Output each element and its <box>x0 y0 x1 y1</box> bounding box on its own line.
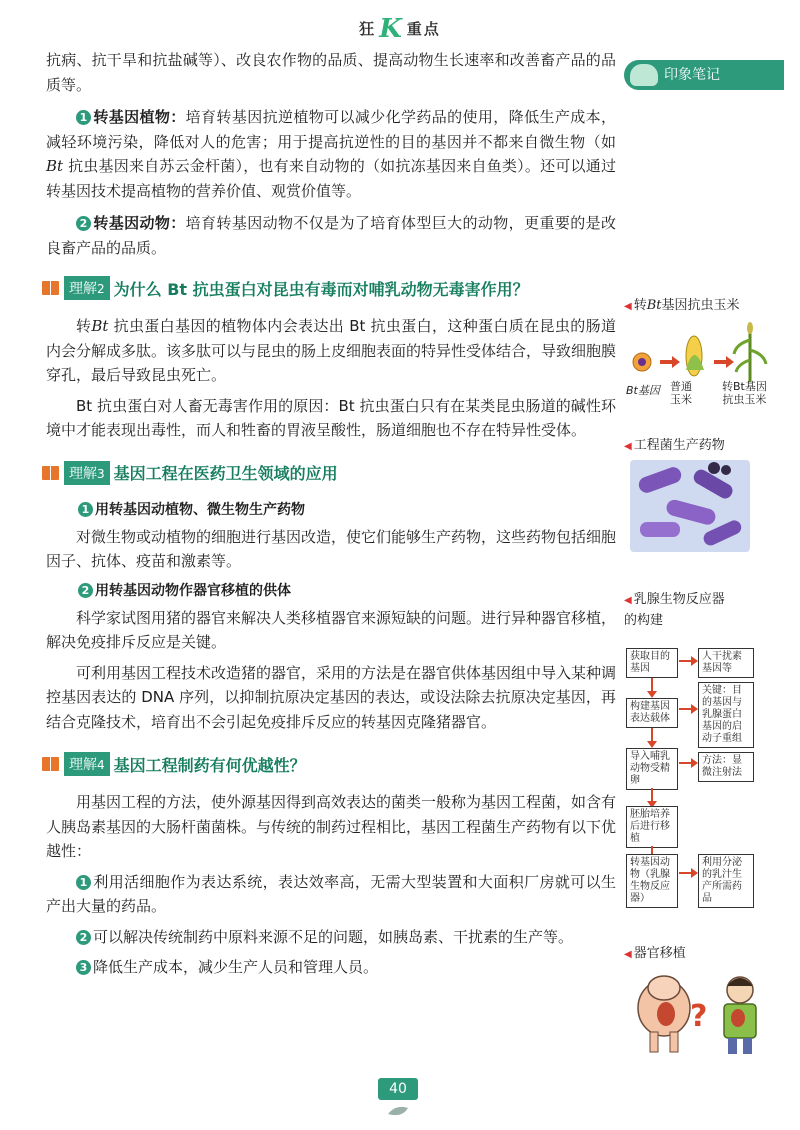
arrow-right <box>679 660 691 662</box>
caption-mammary-bioreactor: ◀ 乳腺生物反应器 的构建 <box>624 592 725 628</box>
arrow-right <box>679 762 691 764</box>
sec2-para-1: 转Bt 抗虫蛋白基因的植物体内会表达出 Bt 抗虫蛋白，这种蛋白质在昆虫的肠道内会分解成多肽。该多肽可以与昆虫的肠上皮细胞表面的特异性受体结合，导致细胞膜穿孔，最后导致昆虫死亡。 <box>46 317 617 384</box>
triangle-icon: ◀ <box>624 441 632 452</box>
main-content <box>46 48 616 980</box>
section-title: 基因工程在医药卫生领域的应用 <box>113 464 338 483</box>
elephant-icon <box>630 64 658 86</box>
flow-note-2: 关键：目的基因与乳腺蛋白基因的启动子重组 <box>698 682 754 748</box>
bacteria-photo <box>630 460 750 552</box>
bioreactor-flowchart <box>626 640 786 910</box>
num-badge: 2 <box>76 216 91 231</box>
note-tab: 印象笔记 <box>624 60 784 90</box>
num-badge: 1 <box>76 110 91 125</box>
sec4-item-1: 1 利用活细胞作为表达系统，表达效率高，无需大型装置和大面积厂房就可以生产出大量的药品。 <box>46 872 616 915</box>
flow-note-5: 利用分泌的乳汁生产所需药品 <box>698 854 754 908</box>
flow-step-3: 导入哺乳动物受精卵 <box>626 748 678 790</box>
section-4-heading <box>42 752 616 776</box>
arrow-down <box>651 678 653 692</box>
section-title: 为什么 Bt 抗虫蛋白对昆虫有毒而对哺乳动物无毒害作用？ <box>113 279 529 299</box>
arrow-right <box>679 708 691 710</box>
svg-text:?: ? <box>690 999 708 1034</box>
intro-continuation: 抗病、抗干旱和抗盐碱等）、改良农作物的品质、提高动物生长速率和改善畜产品的品质等。 <box>46 51 616 94</box>
page-number: 40 <box>378 1078 418 1100</box>
sec4-item-3: 3 降低生产成本，减少生产人员和管理人员。 <box>46 955 616 980</box>
book-icon <box>42 755 60 773</box>
triangle-icon: ◀ <box>624 595 632 606</box>
flow-step-4: 胚胎培养后进行移植 <box>626 806 678 848</box>
sec3-subheading-2: 2 用转基因动物作器官移植的供体 <box>78 580 616 602</box>
num-badge: 2 <box>78 583 93 598</box>
section-badge: 理解2 <box>64 276 110 300</box>
arrow-right <box>679 872 691 874</box>
triangle-icon: ◀ <box>624 301 632 312</box>
flow-note-1: 人干扰素基因等 <box>698 648 754 678</box>
header-left: 狂 <box>359 20 377 38</box>
num-badge: 3 <box>76 960 91 975</box>
header-k-logo: K <box>379 14 404 44</box>
leaf-ornament-icon <box>386 1104 410 1118</box>
sec2-para-2: Bt 抗虫蛋白对人畜无毒害作用的原因：Bt 抗虫蛋白只有在某类昆虫肠道的碱性环境中才能表现出毒性，而人和牲畜的胃液呈酸性，肠道细胞也不存在特异性受体。 <box>46 396 616 439</box>
arrow-down <box>651 728 653 742</box>
caption-organ-transplant: ◀ 器官移植 <box>624 946 686 961</box>
section-badge: 理解4 <box>64 752 110 776</box>
flow-note-3: 方法：显微注射法 <box>698 752 754 782</box>
sec3-para-1: 对微生物或动植物的细胞进行基因改造，使它们能够生产药物，这些药物包括细胞因子、抗体、疫苗和激素等。 <box>46 527 617 570</box>
book-icon <box>42 279 60 297</box>
section-3-heading <box>42 461 616 485</box>
caption-bt-corn: ◀ 转Bt基因抗虫玉米 <box>624 298 740 313</box>
organ-transplant-illustration <box>628 970 778 1060</box>
flow-step-2: 构建基因表达载体 <box>626 698 678 728</box>
page-header <box>0 14 800 44</box>
arrow-down <box>651 788 653 802</box>
triangle-icon: ◀ <box>624 949 632 960</box>
sec3-para-3: 可利用基因工程技术改造猪的器官，采用的方法是在器官供体基因组中导入某种调控基因表达的 DNA 序列，以抑制抗原决定基因的表达，或设法除去抗原决定基因，再结合克隆技术，培育出不会引起免疫排斥反应的转基因克隆猪器官。 <box>46 663 617 731</box>
intro-item-1: 1 转基因植物：培育转基因抗逆植物可以减少化学药品的使用，降低生产成本，减轻环境污染，降低对人的危害；用于提高抗逆性的目的基因并不都来自微生物（如 Bt 抗虫基因来自苏云金杆菌），也有来自动物的（如抗冻基因来自鱼类）。还可以通过转基因技术提高植物的营养价值、观赏价值等。 <box>46 108 616 200</box>
section-badge: 理解3 <box>64 461 110 485</box>
sec3-subheading-1: 1 用转基因动植物、微生物生产药物 <box>78 499 616 521</box>
book-icon <box>42 464 60 482</box>
header-right: 重点 <box>406 20 441 38</box>
section-2-heading <box>42 276 616 300</box>
intro-item-2: 2 转基因动物：培育转基因动物不仅是为了培育体型巨大的动物，更重要的是改良畜产品的品质。 <box>46 214 616 257</box>
num-badge: 1 <box>78 502 93 517</box>
flow-step-1: 获取目的基因 <box>626 648 678 678</box>
flow-step-5: 转基因动物（乳腺生物反应器） <box>626 854 678 908</box>
sec4-para-1: 用基因工程的方法，使外源基因得到高效表达的菌类一般称为基因工程菌，如含有人胰岛素基因的大肠杆菌菌株。与传统的制药过程相比，基因工程菌生产药物有以下优越性： <box>46 793 617 860</box>
caption-engineered-bacteria: ◀ 工程菌生产药物 <box>624 438 725 453</box>
section-title: 基因工程制药有何优越性？ <box>113 755 306 775</box>
num-badge: 2 <box>76 930 91 945</box>
sec4-item-2: 2 可以解决传统制药中原料来源不足的问题，如胰岛素、干扰素的生产等。 <box>46 925 616 950</box>
num-badge: 1 <box>76 875 91 890</box>
sec3-para-2: 科学家试图用猪的器官来解决人类移植器官来源短缺的问题。进行异种器官移植，解决免疫排斥反应是关键。 <box>46 608 617 651</box>
